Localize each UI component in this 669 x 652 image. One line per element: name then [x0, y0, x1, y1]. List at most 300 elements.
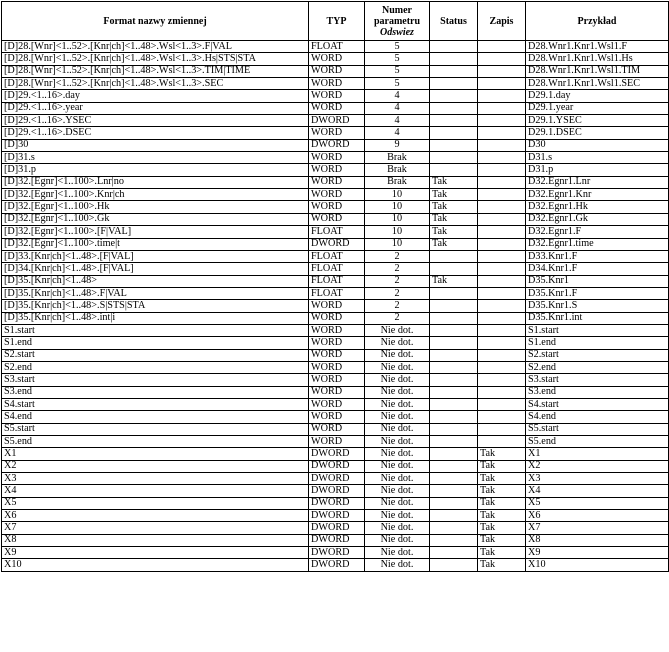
- cell-zapis: [478, 398, 526, 410]
- cell-param: Nie dot.: [365, 534, 430, 546]
- cell-typ: WORD: [309, 78, 365, 90]
- cell-zapis: [478, 275, 526, 287]
- cell-typ: DWORD: [309, 473, 365, 485]
- cell-przyklad: D29.1.day: [526, 90, 669, 102]
- header-param-line3: Odswiez: [380, 26, 414, 38]
- cell-format: [D]29.<1..16>.year: [2, 102, 309, 114]
- cell-przyklad: D32.Egnr1.Hk: [526, 201, 669, 213]
- cell-zapis: [478, 287, 526, 299]
- cell-przyklad: D28.Wnr1.Knr1.Wsl1.TIM: [526, 65, 669, 77]
- cell-format: X6: [2, 510, 309, 522]
- cell-param: 5: [365, 78, 430, 90]
- cell-format: S5.end: [2, 436, 309, 448]
- cell-param: Nie dot.: [365, 423, 430, 435]
- table-row: [2, 213, 669, 225]
- cell-status: [430, 423, 478, 435]
- table-row: [2, 510, 669, 522]
- cell-przyklad: D35.Knr1.S: [526, 300, 669, 312]
- cell-typ: WORD: [309, 127, 365, 139]
- cell-param: 4: [365, 127, 430, 139]
- cell-przyklad: S5.end: [526, 436, 669, 448]
- cell-format: [D]35.[Knr|ch]<1..48>.int|i: [2, 312, 309, 324]
- cell-przyklad: S4.start: [526, 398, 669, 410]
- cell-zapis: Tak: [478, 448, 526, 460]
- cell-przyklad: D34.Knr1.F: [526, 263, 669, 275]
- cell-status: [430, 250, 478, 262]
- cell-status: [430, 485, 478, 497]
- cell-zapis: [478, 423, 526, 435]
- cell-typ: WORD: [309, 423, 365, 435]
- table-row: [2, 386, 669, 398]
- cell-format: [D]29.<1..16>.DSEC: [2, 127, 309, 139]
- header-przyklad: Przykład: [526, 2, 669, 41]
- cell-format: X1: [2, 448, 309, 460]
- cell-zapis: [478, 361, 526, 373]
- cell-typ: WORD: [309, 386, 365, 398]
- cell-status: [430, 473, 478, 485]
- cell-param: 5: [365, 65, 430, 77]
- table-row: [2, 349, 669, 361]
- cell-param: Nie dot.: [365, 436, 430, 448]
- cell-zapis: Tak: [478, 522, 526, 534]
- cell-przyklad: D29.1.year: [526, 102, 669, 114]
- cell-format: [D]32.[Egnr]<1..100>.Lnr|no: [2, 176, 309, 188]
- cell-param: 10: [365, 213, 430, 225]
- cell-status: [430, 115, 478, 127]
- cell-format: S2.start: [2, 349, 309, 361]
- cell-zapis: [478, 386, 526, 398]
- cell-param: 10: [365, 238, 430, 250]
- cell-format: S4.start: [2, 398, 309, 410]
- table-body: [2, 41, 669, 572]
- cell-param: Nie dot.: [365, 411, 430, 423]
- cell-format: [D]30: [2, 139, 309, 151]
- cell-format: [D]28.[Wnr]<1..52>.[Knr|ch]<1..48>.Wsl<1..3>.Hs|STS|STA: [2, 53, 309, 65]
- cell-typ: DWORD: [309, 460, 365, 472]
- cell-format: [D]35.[Knr|ch]<1..48>.F|VAL: [2, 287, 309, 299]
- cell-format: X8: [2, 534, 309, 546]
- header-param-line1: Numer: [382, 4, 412, 16]
- cell-param: Nie dot.: [365, 374, 430, 386]
- cell-format: X5: [2, 497, 309, 509]
- cell-status: [430, 398, 478, 410]
- table-row: [2, 398, 669, 410]
- variable-format-table: [1, 1, 669, 572]
- cell-zapis: [478, 411, 526, 423]
- cell-zapis: [478, 337, 526, 349]
- table-row: [2, 90, 669, 102]
- table-row: [2, 337, 669, 349]
- cell-przyklad: X8: [526, 534, 669, 546]
- cell-typ: FLOAT: [309, 250, 365, 262]
- cell-param: 5: [365, 41, 430, 53]
- cell-param: 4: [365, 102, 430, 114]
- cell-param: Nie dot.: [365, 361, 430, 373]
- cell-format: [D]32.[Egnr]<1..100>.time|t: [2, 238, 309, 250]
- cell-status: [430, 263, 478, 275]
- cell-status: Tak: [430, 226, 478, 238]
- cell-format: X2: [2, 460, 309, 472]
- cell-status: [430, 312, 478, 324]
- cell-typ: WORD: [309, 349, 365, 361]
- cell-typ: DWORD: [309, 497, 365, 509]
- cell-status: [430, 460, 478, 472]
- cell-param: 5: [365, 53, 430, 65]
- table-row: [2, 448, 669, 460]
- table-row: [2, 139, 669, 151]
- cell-param: Brak: [365, 152, 430, 164]
- table-row: [2, 287, 669, 299]
- cell-typ: WORD: [309, 152, 365, 164]
- cell-zapis: Tak: [478, 497, 526, 509]
- cell-typ: WORD: [309, 398, 365, 410]
- cell-status: Tak: [430, 275, 478, 287]
- cell-zapis: [478, 189, 526, 201]
- cell-zapis: Tak: [478, 547, 526, 559]
- cell-param: Nie dot.: [365, 448, 430, 460]
- table-row: [2, 65, 669, 77]
- cell-przyklad: X4: [526, 485, 669, 497]
- cell-typ: WORD: [309, 164, 365, 176]
- cell-przyklad: D29.1.DSEC: [526, 127, 669, 139]
- cell-typ: DWORD: [309, 115, 365, 127]
- cell-status: [430, 534, 478, 546]
- cell-param: Nie dot.: [365, 497, 430, 509]
- cell-status: [430, 559, 478, 571]
- cell-zapis: [478, 139, 526, 151]
- cell-status: [430, 374, 478, 386]
- cell-przyklad: D28.Wnr1.Knr1.Wsl1.Hs: [526, 53, 669, 65]
- table-row: [2, 238, 669, 250]
- cell-zapis: [478, 102, 526, 114]
- cell-param: Nie dot.: [365, 398, 430, 410]
- table-header-row: [2, 2, 669, 41]
- table-row: [2, 374, 669, 386]
- cell-format: [D]28.[Wnr]<1..52>.[Knr|ch]<1..48>.Wsl<1..3>.TIM|TIME: [2, 65, 309, 77]
- cell-status: Tak: [430, 189, 478, 201]
- cell-status: [430, 448, 478, 460]
- cell-przyklad: S1.end: [526, 337, 669, 349]
- cell-typ: WORD: [309, 176, 365, 188]
- cell-format: X4: [2, 485, 309, 497]
- cell-format: S4.end: [2, 411, 309, 423]
- cell-format: [D]28.[Wnr]<1..52>.[Knr|ch]<1..48>.Wsl<1..3>.SEC: [2, 78, 309, 90]
- cell-zapis: [478, 250, 526, 262]
- cell-przyklad: D32.Egnr1.time: [526, 238, 669, 250]
- cell-typ: FLOAT: [309, 226, 365, 238]
- cell-typ: DWORD: [309, 448, 365, 460]
- cell-zapis: [478, 213, 526, 225]
- cell-typ: WORD: [309, 374, 365, 386]
- cell-param: 9: [365, 139, 430, 151]
- cell-przyklad: S3.start: [526, 374, 669, 386]
- cell-przyklad: X9: [526, 547, 669, 559]
- cell-zapis: Tak: [478, 460, 526, 472]
- cell-typ: WORD: [309, 312, 365, 324]
- header-typ: TYP: [309, 2, 365, 41]
- cell-param: 10: [365, 189, 430, 201]
- cell-param: Brak: [365, 176, 430, 188]
- table-row: [2, 152, 669, 164]
- cell-typ: DWORD: [309, 139, 365, 151]
- cell-przyklad: X1: [526, 448, 669, 460]
- table-row: [2, 361, 669, 373]
- cell-param: Nie dot.: [365, 349, 430, 361]
- cell-zapis: Tak: [478, 559, 526, 571]
- cell-typ: FLOAT: [309, 275, 365, 287]
- cell-przyklad: S2.start: [526, 349, 669, 361]
- cell-zapis: Tak: [478, 485, 526, 497]
- cell-przyklad: D35.Knr1.int: [526, 312, 669, 324]
- cell-param: 2: [365, 275, 430, 287]
- cell-przyklad: D35.Knr1: [526, 275, 669, 287]
- table-row: [2, 176, 669, 188]
- header-status: Status: [430, 2, 478, 41]
- cell-typ: WORD: [309, 90, 365, 102]
- cell-zapis: Tak: [478, 510, 526, 522]
- table-row: [2, 127, 669, 139]
- cell-status: [430, 65, 478, 77]
- cell-typ: FLOAT: [309, 263, 365, 275]
- cell-param: Nie dot.: [365, 547, 430, 559]
- cell-status: [430, 337, 478, 349]
- cell-typ: WORD: [309, 201, 365, 213]
- header-param-line2: parametru: [373, 15, 421, 27]
- cell-status: [430, 78, 478, 90]
- cell-przyklad: X6: [526, 510, 669, 522]
- table-row: [2, 102, 669, 114]
- table-row: [2, 41, 669, 53]
- cell-status: Tak: [430, 213, 478, 225]
- cell-typ: WORD: [309, 411, 365, 423]
- cell-zapis: [478, 65, 526, 77]
- cell-przyklad: D33.Knr1.F: [526, 250, 669, 262]
- cell-zapis: [478, 176, 526, 188]
- cell-przyklad: D31.p: [526, 164, 669, 176]
- cell-przyklad: D32.Egnr1.F: [526, 226, 669, 238]
- cell-typ: FLOAT: [309, 287, 365, 299]
- cell-format: [D]34.[Knr|ch]<1..48>.[F|VAL]: [2, 263, 309, 275]
- cell-przyklad: X2: [526, 460, 669, 472]
- cell-przyklad: D28.Wnr1.Knr1.Wsl1.F: [526, 41, 669, 53]
- cell-typ: DWORD: [309, 238, 365, 250]
- cell-przyklad: S2.end: [526, 361, 669, 373]
- cell-zapis: [478, 53, 526, 65]
- cell-format: [D]32.[Egnr]<1..100>.[F|VAL]: [2, 226, 309, 238]
- cell-param: 2: [365, 263, 430, 275]
- cell-param: Brak: [365, 164, 430, 176]
- cell-typ: FLOAT: [309, 41, 365, 53]
- cell-przyklad: D28.Wnr1.Knr1.Wsl1.SEC: [526, 78, 669, 90]
- cell-przyklad: D30: [526, 139, 669, 151]
- cell-param: Nie dot.: [365, 473, 430, 485]
- cell-format: [D]33.[Knr|ch]<1..48>.[F|VAL]: [2, 250, 309, 262]
- cell-param: Nie dot.: [365, 324, 430, 336]
- cell-format: S3.start: [2, 374, 309, 386]
- cell-status: [430, 436, 478, 448]
- cell-typ: WORD: [309, 324, 365, 336]
- cell-status: [430, 386, 478, 398]
- cell-format: [D]32.[Egnr]<1..100>.Hk: [2, 201, 309, 213]
- table-row: [2, 275, 669, 287]
- header-format: Format nazwy zmiennej: [2, 2, 309, 41]
- cell-przyklad: D35.Knr1.F: [526, 287, 669, 299]
- cell-status: [430, 497, 478, 509]
- table-row: [2, 164, 669, 176]
- cell-status: [430, 349, 478, 361]
- cell-zapis: [478, 436, 526, 448]
- cell-status: [430, 510, 478, 522]
- table-row: [2, 53, 669, 65]
- cell-format: S1.start: [2, 324, 309, 336]
- cell-przyklad: S4.end: [526, 411, 669, 423]
- table-row: [2, 497, 669, 509]
- cell-przyklad: D29.1.YSEC: [526, 115, 669, 127]
- table-row: [2, 78, 669, 90]
- cell-param: Nie dot.: [365, 510, 430, 522]
- cell-przyklad: D31.s: [526, 152, 669, 164]
- cell-typ: DWORD: [309, 534, 365, 546]
- cell-status: [430, 102, 478, 114]
- table-row: [2, 559, 669, 571]
- cell-typ: WORD: [309, 65, 365, 77]
- cell-status: [430, 41, 478, 53]
- table-row: [2, 189, 669, 201]
- cell-przyklad: X7: [526, 522, 669, 534]
- cell-typ: DWORD: [309, 485, 365, 497]
- cell-format: [D]32.[Egnr]<1..100>.Knr|ch: [2, 189, 309, 201]
- table-row: [2, 201, 669, 213]
- cell-zapis: [478, 238, 526, 250]
- cell-typ: DWORD: [309, 559, 365, 571]
- cell-zapis: [478, 152, 526, 164]
- cell-format: S2.end: [2, 361, 309, 373]
- cell-zapis: Tak: [478, 534, 526, 546]
- cell-param: 2: [365, 287, 430, 299]
- cell-status: [430, 324, 478, 336]
- cell-przyklad: X10: [526, 559, 669, 571]
- cell-format: [D]31.p: [2, 164, 309, 176]
- cell-zapis: [478, 374, 526, 386]
- cell-typ: WORD: [309, 300, 365, 312]
- cell-zapis: [478, 41, 526, 53]
- cell-zapis: [478, 263, 526, 275]
- cell-typ: WORD: [309, 337, 365, 349]
- cell-zapis: [478, 300, 526, 312]
- cell-param: Nie dot.: [365, 337, 430, 349]
- cell-typ: WORD: [309, 436, 365, 448]
- cell-param: Nie dot.: [365, 460, 430, 472]
- table-row: [2, 522, 669, 534]
- cell-param: 10: [365, 226, 430, 238]
- cell-format: [D]29.<1..16>.YSEC: [2, 115, 309, 127]
- table-row: [2, 250, 669, 262]
- cell-przyklad: X5: [526, 497, 669, 509]
- cell-typ: WORD: [309, 53, 365, 65]
- cell-status: [430, 300, 478, 312]
- cell-param: 2: [365, 312, 430, 324]
- cell-status: Tak: [430, 238, 478, 250]
- cell-status: [430, 152, 478, 164]
- cell-format: [D]32.[Egnr]<1..100>.Gk: [2, 213, 309, 225]
- cell-format: S1.end: [2, 337, 309, 349]
- cell-przyklad: X3: [526, 473, 669, 485]
- cell-typ: WORD: [309, 361, 365, 373]
- cell-zapis: [478, 349, 526, 361]
- cell-status: Tak: [430, 201, 478, 213]
- cell-przyklad: S5.start: [526, 423, 669, 435]
- cell-zapis: [478, 90, 526, 102]
- cell-zapis: [478, 115, 526, 127]
- cell-status: [430, 361, 478, 373]
- cell-param: Nie dot.: [365, 386, 430, 398]
- cell-format: [D]35.[Knr|ch]<1..48>.S|STS|STA: [2, 300, 309, 312]
- table-row: [2, 534, 669, 546]
- cell-typ: DWORD: [309, 547, 365, 559]
- cell-format: X3: [2, 473, 309, 485]
- cell-format: [D]29.<1..16>.day: [2, 90, 309, 102]
- cell-status: [430, 411, 478, 423]
- cell-status: [430, 164, 478, 176]
- cell-format: X10: [2, 559, 309, 571]
- cell-param: 2: [365, 250, 430, 262]
- cell-typ: DWORD: [309, 510, 365, 522]
- table-row: [2, 460, 669, 472]
- cell-status: [430, 139, 478, 151]
- cell-status: [430, 287, 478, 299]
- cell-zapis: [478, 78, 526, 90]
- table-row: [2, 312, 669, 324]
- table-row: [2, 324, 669, 336]
- cell-format: X7: [2, 522, 309, 534]
- header-zapis: Zapis: [478, 2, 526, 41]
- cell-format: [D]35.[Knr|ch]<1..48>: [2, 275, 309, 287]
- cell-przyklad: D32.Egnr1.Gk: [526, 213, 669, 225]
- cell-format: S3.end: [2, 386, 309, 398]
- cell-przyklad: D32.Egnr1.Lnr: [526, 176, 669, 188]
- cell-zapis: [478, 226, 526, 238]
- cell-zapis: Tak: [478, 473, 526, 485]
- cell-zapis: [478, 324, 526, 336]
- table-row: [2, 263, 669, 275]
- table-row: [2, 423, 669, 435]
- cell-zapis: [478, 164, 526, 176]
- cell-param: 2: [365, 300, 430, 312]
- cell-format: [D]28.[Wnr]<1..52>.[Knr|ch]<1..48>.Wsl<1..3>.F|VAL: [2, 41, 309, 53]
- table-row: [2, 485, 669, 497]
- table-row: [2, 411, 669, 423]
- cell-status: [430, 53, 478, 65]
- cell-status: [430, 90, 478, 102]
- cell-przyklad: S1.start: [526, 324, 669, 336]
- cell-format: S5.start: [2, 423, 309, 435]
- cell-status: [430, 547, 478, 559]
- cell-param: 10: [365, 201, 430, 213]
- cell-przyklad: S3.end: [526, 386, 669, 398]
- cell-przyklad: D32.Egnr1.Knr: [526, 189, 669, 201]
- cell-zapis: [478, 127, 526, 139]
- table-row: [2, 115, 669, 127]
- cell-status: Tak: [430, 176, 478, 188]
- table-row: [2, 547, 669, 559]
- header-param: [365, 2, 430, 41]
- cell-status: [430, 522, 478, 534]
- cell-format: [D]31.s: [2, 152, 309, 164]
- cell-typ: WORD: [309, 213, 365, 225]
- cell-typ: WORD: [309, 189, 365, 201]
- cell-status: [430, 127, 478, 139]
- cell-param: 4: [365, 115, 430, 127]
